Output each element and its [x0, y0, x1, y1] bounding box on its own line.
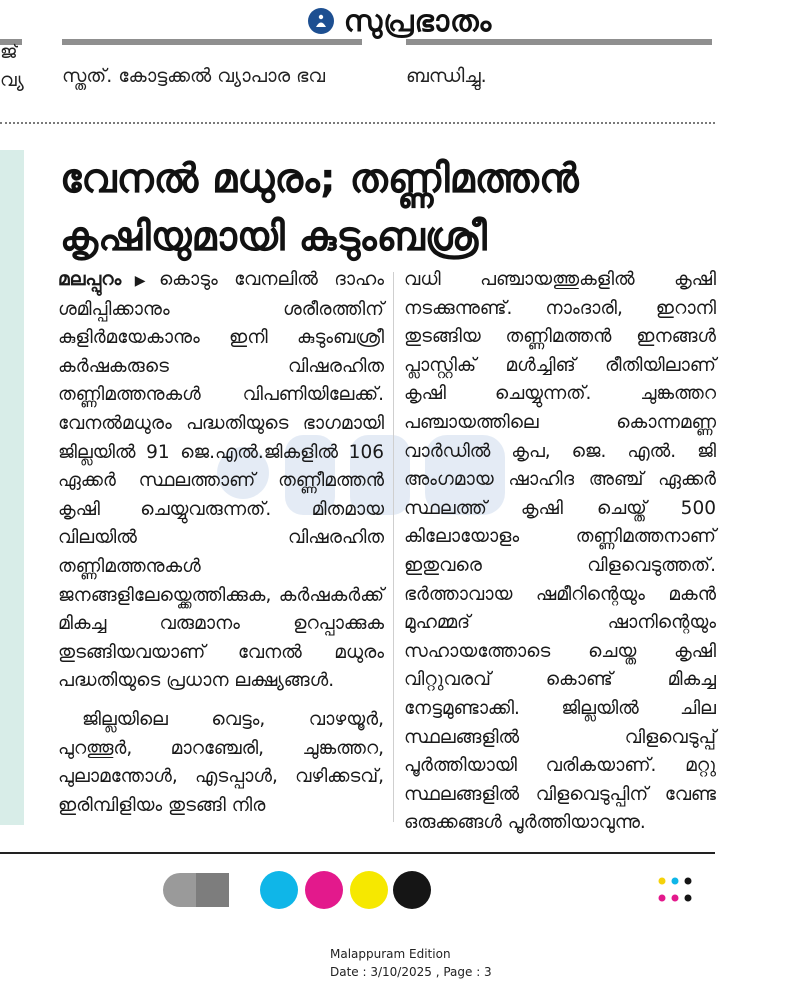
dot-black — [685, 878, 692, 885]
cropped-text-strip — [0, 34, 800, 46]
sidebar-strip — [0, 150, 24, 825]
swatch-magenta — [305, 871, 343, 909]
bottom-rule — [0, 852, 715, 854]
article-column-2 — [404, 266, 716, 838]
left-edge-fragment-2: വ്യ — [0, 69, 24, 91]
dot-black-2 — [685, 895, 692, 902]
swatch-black — [393, 871, 431, 909]
article-paragraph: ജില്ലയിലെ വെട്ടം, വാഴയൂർ, പുറത്തൂർ, മാറഞ്ചേരി, ചുങ്കത്തറ, പുലാമന്തോൾ, എടപ്പാൾ, വഴിക്കടവ്, ഇരിമ്പിളിയം തുടങ്ങി നിര — [58, 708, 384, 816]
logo-icon — [308, 8, 334, 34]
headline-line-2: കൃഷിയുമായി കുടുംബശ്രീ — [60, 214, 487, 260]
dot-magenta-2 — [672, 895, 679, 902]
article-headline — [60, 150, 660, 266]
gray-swatch-dark — [196, 873, 229, 907]
page-footer — [330, 945, 492, 981]
article-column-1 — [58, 266, 384, 820]
prev-article-col2-line: ബന്ധിച്ചു. — [406, 65, 487, 87]
column-rule — [393, 272, 394, 822]
masthead-title: സുപ്രഭാതം — [343, 3, 493, 39]
swatch-yellow — [350, 871, 388, 909]
cmyk-dot-mark — [657, 876, 697, 906]
dot-magenta — [659, 895, 666, 902]
color-registration-bar — [163, 870, 433, 910]
section-divider — [0, 122, 715, 124]
article-paragraph — [58, 266, 384, 696]
headline-line-1: വേനൽ മധുരം; തണ്ണിമത്തൻ — [60, 156, 579, 202]
left-edge-fragment-1: ജ് — [0, 41, 18, 63]
article-paragraph: വധി പഞ്ചായത്തുകളിൽ കൃഷി നടക്കുന്നുണ്ട്. നാംദാരി, ഇറാനി തുടങ്ങിയ തണ്ണിമത്തൻ ഇനങ്ങൾ പ്ലാസ്റ്റിക് മൾച്ചിങ് രീതിയിലാണ് കൃഷി ചെയ്യുന്നത്. ചുങ്കത്തറ പഞ്ചായത്തിലെ കൊന്നമണ്ണ വാർഡിൽ കൃപ, ജെ. എൽ. ജി അംഗമായ ഷാഹിദ അഞ്ച് ഏക്കർ സ്ഥലത്ത് കൃഷി ചെയ്ത് 500 കിലോയോളം തണ്ണിമത്തനാണ് ഇതുവരെ വിളവെടുത്തത്. ഭർത്താവായ ഷമീറിന്റെയും മകൻ മുഹമ്മദ് ഷാനിന്റെയും സഹായത്തോടെ ചെയ്ത കൃഷി വിറ്റുവരവ് കൊണ്ട് മികച്ച നേട്ടമുണ്ടാക്കി. ജില്ലയിൽ ചില സ്ഥലങ്ങളിൽ വിളവെടുപ്പ് പൂർത്തിയായി വരികയാണ്. മറ്റു സ്ഥലങ്ങളിൽ വിളവെടുപ്പിന് വേണ്ട ഒരുക്കങ്ങൾ പൂർത്തിയാവുന്നു. — [404, 269, 716, 834]
edition-label: Malappuram Edition — [330, 947, 451, 961]
dot-cyan — [672, 878, 679, 885]
paragraph-text: കൊടും വേനലിൽ ദാഹം ശമിപ്പിക്കാനും ശരീരത്തിന് കുളിർമയേകാനും ഇനി കുടുംബശ്രീ കർഷകരുടെ വിഷരഹിത തണ്ണിമത്തനുകൾ വിപണിയിലേക്ക്. വേനൽമധുരം പദ്ധതിയുടെ ഭാഗമായി ജില്ലയിൽ 91 ജെ.എൽ.ജികളിൽ 106 ഏക്കർ സ്ഥലത്താണ് തണ്ണീമത്തൻ കൃഷി ചെയ്യുവരുന്നത്. മിതമായ വിലയിൽ വിഷരഹിത തണ്ണിമത്തനുകൾ ജനങ്ങളിലേയ്ക്കെത്തിക്കുക, കർഷകർക്ക് മികച്ച വരുമാനം ഉറപ്പാക്കുക തുടങ്ങിയവയാണ് വേനൽ മധുരം പദ്ധതിയുടെ പ്രധാന ലക്ഷ്യങ്ങൾ. — [58, 269, 384, 692]
swatch-cyan — [260, 871, 298, 909]
prev-article-col1-line: സ്തത്. കോട്ടക്കൽ വ്യാപാര ഭവ — [62, 65, 326, 87]
dot-yellow — [659, 878, 666, 885]
dateline-arrow-icon: ▶ — [124, 273, 156, 289]
dateline: മലപ്പുറം — [58, 269, 122, 290]
date-page-label: Date : 3/10/2025 , Page : 3 — [330, 965, 492, 979]
